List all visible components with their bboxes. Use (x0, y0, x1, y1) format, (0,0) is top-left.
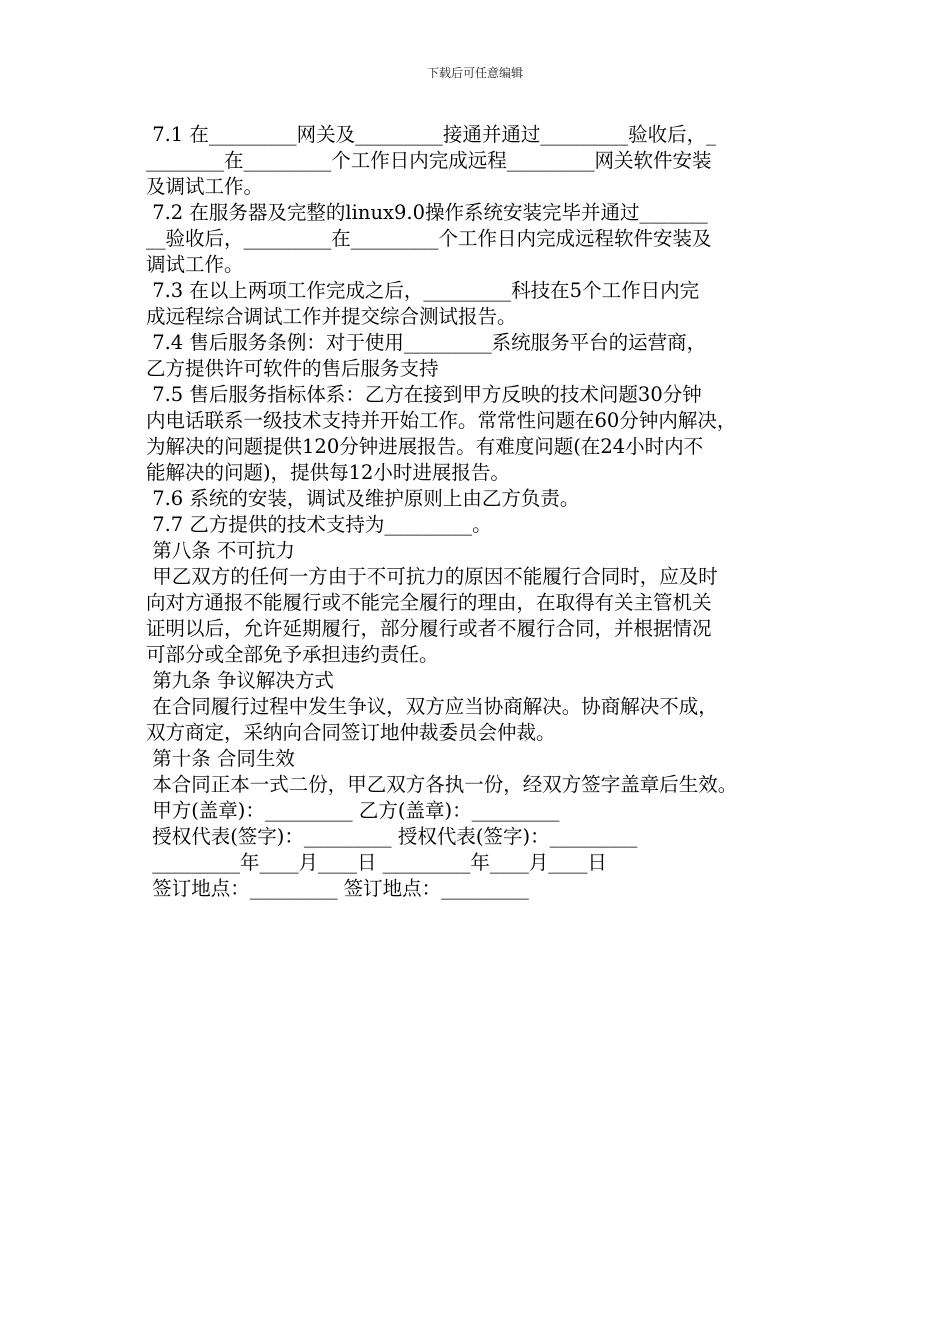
text-line: 证明以后，允许延期履行，部分履行或者不履行合同，并根据情况 (146, 617, 712, 640)
text-line: 甲乙双方的任何一方由于不可抗力的原因不能履行合同时，应及时 (146, 565, 718, 588)
text-line: 乙方提供许可软件的售后服务支持 (146, 357, 439, 380)
text-line: 7.5 售后服务指标体系：乙方在接到甲方反映的技术问题30分钟 (146, 383, 702, 406)
text-line: 在合同履行过程中发生争议，双方应当协商解决。协商解决不成， (146, 695, 718, 718)
text-line: 为解决的问题提供120分钟进展报告。有难度问题(在24小时内不 (146, 435, 704, 458)
page-header: 下载后可任意编辑 (426, 66, 523, 80)
text-line: 及调试工作。 (146, 175, 264, 198)
location-line: 签订地点：_________ 签订地点：_________ (146, 877, 529, 900)
text-line: 7.2 在服务器及完整的linux9.0操作系统安装完毕并通过_______ (146, 201, 708, 224)
text-line: 内电话联系一级技术支持并开始工作。常常性问题在60分钟内解决， (146, 409, 737, 432)
text-line: 向对方通报不能履行或不能完全履行的理由，在取得有关主管机关 (146, 591, 712, 614)
text-line: 双方商定，采纳向合同签订地仲裁委员会仲裁。 (146, 721, 556, 744)
contract-body (146, 122, 826, 902)
date-line: _________年____月____日 _________年____月____日 (146, 851, 607, 874)
text-line: 7.4 售后服务条例：对于使用_________系统服务平台的运营商， (146, 331, 707, 354)
text-line: 7.6 系统的安装，调试及维护原则上由乙方负责。 (146, 487, 580, 510)
text-line: 7.3 在以上两项工作完成之后，_________科技在5个工作日内完 (146, 279, 700, 302)
signature-line: 甲方(盖章)：_________ 乙方(盖章)：_________ (146, 799, 560, 822)
text-line: 本合同正本一式二份，甲乙双方各执一份，经双方签字盖章后生效。 (146, 773, 738, 796)
text-line: 7.1 在_________网关及_________接通并通过_________验收后，_ (146, 123, 716, 146)
text-line: 调试工作。 (146, 253, 244, 276)
section-heading: 第十条 合同生效 (146, 747, 295, 770)
text-line: 成远程综合调试工作并提交综合测试报告。 (146, 305, 517, 328)
section-heading: 第八条 不可抗力 (146, 539, 295, 562)
text-line: 能解决的问题)，提供每12小时进展报告。 (146, 461, 510, 484)
text-line: 可部分或全部免予承担违约责任。 (146, 643, 439, 666)
section-heading: 第九条 争议解决方式 (146, 669, 334, 692)
signature-line: 授权代表(签字)：_________ 授权代表(签字)：_________ (146, 825, 638, 848)
text-line: __验收后，_________在_________个工作日内完成远程软件安装及 (146, 227, 712, 250)
text-line: 7.7 乙方提供的技术支持为_________。 (146, 513, 492, 536)
text-line: ________在_________个工作日内完成远程_________网关软件安装 (146, 149, 712, 172)
